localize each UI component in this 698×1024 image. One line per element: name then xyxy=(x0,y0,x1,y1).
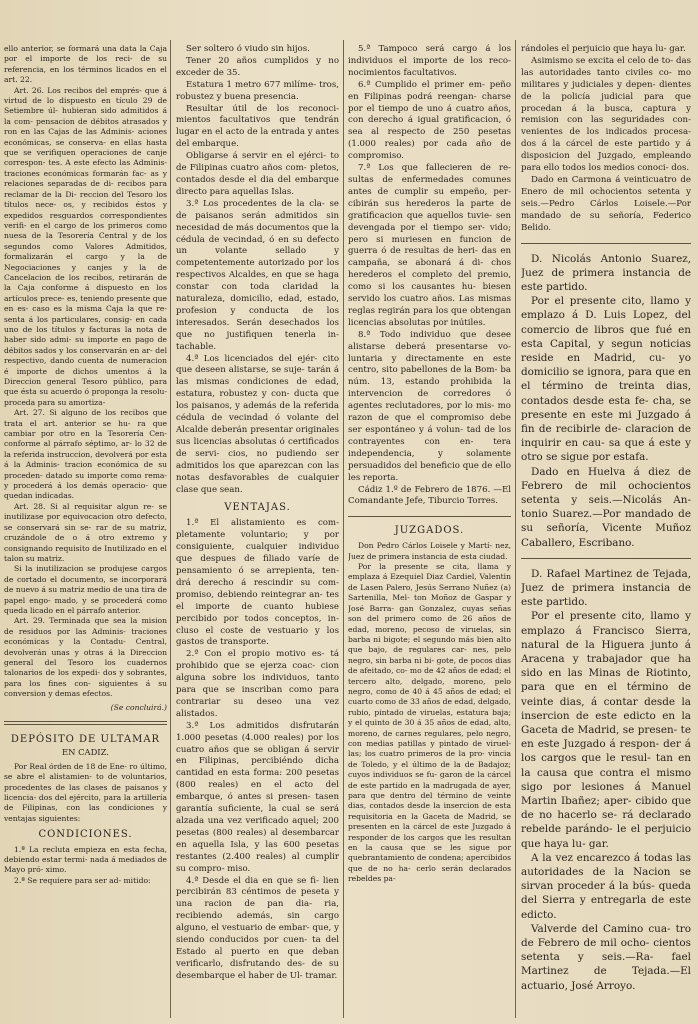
paragraph: Por el presente cito, llamo y emplazo á Francisco Sierra, natural de la Higuera junto á Aracena y trabajador que ha sido en las Minas de Riotinto, para que en el término de veinte dias, á contar desde la insercion de este edicto en la Gaceta de Madrid, se presen- te en este Juzgado á respon- der á los cargos que le resul- tan en la causa que contra el mismo sigo por lesiones á Manuel Martin Ibañez; aper- cibido que de no hacerlo se- rá declarado rebelde parándo- le el perjuicio que haya lu- gar. xyxy=(521,610,691,850)
signature: Dado en Huelva á diez de Febrero de mil ochocientos setenta y seis.—Nicolás An- tonio Suarez.—Por mandado de su señoría, Vicente Muñoz Caballero, Escribano. xyxy=(521,465,691,549)
paragraph: Asimismo se excita el celo de to- das las autoridades tanto civiles co- mo militares y judiciales y depen- dientes de la policía judicial para que procedan á la busca, captura y remision con las seguridades con- venientes de los indicados procesa- dos á la cárcel de este partido y á disposicion del Juzgado, empleando para ello todos los medios conoci- dos. xyxy=(521,55,691,174)
paragraph: Por Real órden de 18 de Ene- ro último, se abre el alistamien- to de voluntarios, procedentes de las clases de paisanos y licencia- dos del ejército, para la artillería de Filipinas, con las condiciones y ventajas siguientes: xyxy=(4,761,167,823)
condition-item: 2.ª Se requiere para ser ad- mitido: xyxy=(14,875,151,885)
section-divider xyxy=(521,243,691,244)
paragraph: 6.ª Cumplido el primer em- peño en Filipinas podrá reengan- charse por el tiempo de uno á cuatro años, con derecho á igual gratificacion, ó sea al respecto de 250 pesetas (1.000 reales) por cada año de compromiso. xyxy=(348,79,511,162)
paragraph: Obligarse á servir en el ejérci- to de Filipinas cuatro años com- pletos, contados desde el dia del embarque directo para aquellas Islas. xyxy=(176,151,339,197)
conditions-heading: CONDICIONES. xyxy=(38,829,133,841)
column-rule xyxy=(170,40,171,1018)
ventaja-item: 4.ª Desde el dia en que se fi- lien percibirán 83 céntimos de peseta y una racion de pan dia- ria, recibiendo además, sin cargo alguno, el vestuario de embar- que, y siendo conducidos por cuen- ta del Estado al puerto en que deban verificarlo, disfrutando des- de su desembarque el haber de Ul- tramar. xyxy=(176,875,339,981)
ventajas-heading: VENTAJAS. xyxy=(224,502,291,514)
ventaja-item: 1.ª El alistamiento es com- pletamente voluntario; y por consiguiente, cualquier individuo que despues de filiado varíe de pensamiento ó se arrepienta, ten- drá derecho á rescindir su com- promiso, debiendo reintegrar an- tes el importe de cuanto hubiese percibido por todos conceptos, in- cluso el coste de vestuario y los gastos de transporte. xyxy=(176,518,339,648)
paragraph: Por la presente se cita, llama y emplaza á Ezequiel Diaz Cardiel, Valentin de Lasen Palero, Jesús Serrano Nuñez (a) Sartenilla, Mel- ton Moñoz de Gaspar y José Barra- gan Gonzalez, cuyas señas son del primero como de 26 años de edad, moreno, pecoso de viruelas, sin barba ni bigote; el segundo más bien alto que bajo, de regulares car- nes, pelo negro, sin barba ni bi- gote, de pocos dias de afeitado, co- mo de 42 años de edad; el tercero alto, delgado, moreno, pelo negro, como de 40 á 45 años de edad; el cuarto como de 33 años de edad, delgado, rubio, pintado de viruelas, estatura baja; y el quinto de 30 á 35 años de edad, alto, moreno, de carnes regulares, pelo negro, con medias patillas y pintado de viruel- las; los cuatro primeros de la pro- vincia de Toledo, y el último de la de Badajoz; cuyos individuos se fu- garon de la cárcel de este partido en la madrugada de ayer, para que dentro del término de veinte dias, contados desde la insercion de esta requisitoria en la Gaceta de Madrid, se presenten en la cárcel de este Juzgado á responder de los cargos que les resultan en la causa que se les sigue por quebrantamiento de condena; apercibidos que de no ha- cerlo serán declarados rebeldes pa- xyxy=(348,562,511,884)
signature: Cádiz 1.º de Febrero de 1876. —El Comandante Jefe, Tiburcio Torres. xyxy=(348,484,511,507)
paragraph: Art. 29. Terminada que sea la mision de residuos por las Adminis- traciones económicas y la Contadu- Central, devolverán unas y otras á la Direccion general del Tesoro los cuadernos talonarios de los expedi- dos y sobrantes, para los fines con- siguientes á su conversion y demas efectos. xyxy=(4,616,167,699)
to-be-concluded: (Se concluirá.) xyxy=(110,702,167,712)
paragraph: Si la inutilizacion se produjese cargos de cortado el documento, se incorporará de nuevo á su matriz medio de una tira de papel engo- mado, y se procederá como queda licado en el párrafo anterior. xyxy=(4,564,167,615)
signature: Valverde del Camino cua- tro de Febrero de mil ocho- cientos setenta y seis.—Ra- fael Martinez de Tejada.—El actuario, José Arroyo. xyxy=(521,922,691,992)
paragraph: A la vez encarezco á todas las autoridades de la Nacion se sirvan proceder á la bús- queda del Sierra y entregarla de este edicto. xyxy=(521,851,691,921)
paragraph: 7.ª Los que fallecieren de re- sultas de enfermedades comunes antes de cumplir su empeño, per- cibirán sus herederos la parte de gratificacion que aquellos tuvie- sen devengada por el tiempo ser- vido; pero si muriesen en funcion de guerra ó de resultas de heri- das en campaña, se abonará á di- chos herederos el completo del premio, como si los causantes hu- biesen servido los cuatro años. Las mismas reglas regirán para los que obtengan licencias absolutas por inútiles. xyxy=(348,163,511,328)
condition-item: 1.ª La recluta empieza en esta fecha, debiendo estar termi- nada á mediados de Mayo pró- ximo. xyxy=(4,844,167,875)
paragraph: Ser soltero ó viudo sin hijos. xyxy=(186,44,310,54)
signature: Dado en Carmona á veinticuatro de Enero de mil ochocientos setenta y seis.—Pedro Cárlos Loisele.—Por mandado de su señoría, Federico Belido. xyxy=(521,174,691,233)
section-divider xyxy=(4,721,167,725)
ventaja-item: 2.ª Con el propio motivo es- tá prohibido que se ejerza coac- cion alguna sobre los individuos, tanto para que se inscriban como para contrariar su deseo una vez alistados. xyxy=(176,649,339,719)
paragraph: Tener 20 años cumplidos y no exceder de 35. xyxy=(176,55,339,78)
paragraph: 4.ª Los licenciados del ejér- cito que deseen alistarse, se suje- tarán á las mismas condiciones de edad, estatura, robustez y con- ducta que los paisanos, y además de la referida cédula de vecindad ó volante del Alcalde deberán presentar originales sus licencias absolutas ó certificados de servi- cios, no pudiendo ser admitidos los que aparezcan con las notas desfavorables de cualquier clase que sean. xyxy=(176,353,339,495)
paragraph: Resultar útil de los reconoci- mientos facultativos que tendrán lugar en el acto de la entrada y antes del embarque. xyxy=(176,103,339,150)
column-rule xyxy=(515,40,516,1018)
paragraph: 5.ª Tampoco será cargo á los individuos el importe de los reco- nocimientos facultativos. xyxy=(348,44,511,78)
column-4 xyxy=(521,44,691,1016)
paragraph: 8.ª Todo individuo que desee alistarse deberá presentarse vo- luntaria y directamente en este centro, sito pabellones de la Bom- ba núm. 13, estando prohibida la intervencion de corredores ó agentes reclutadores, por lo mis- mo razon de que el compromiso debe ser espontáneo y á volun- tad de los contrayentes con en- tera independencia, y solamente persuadidos del beneficio que de ello les reporta. xyxy=(348,329,511,483)
section-divider xyxy=(348,516,511,517)
paragraph: Por el presente cito, llamo y emplazo á D. Luis Lopez, del comercio de libros que fué en esta Capital, y segun noticias reside en Madrid, cu- yo domicilio se ignora, para que en el término de treinta dias, contados desde esta fe- cha, se presente en este mi Juzgado á fin de recibirle de- claracion de inquirir en cau- sa que á este y otro se sigue por estafa. xyxy=(521,295,691,464)
column-3 xyxy=(348,44,511,1016)
paragraph: 3.ª Los procedentes de la cla- se de paisanos serán admitidos sin necesidad de más documentos que la cédula de vecindad, ó en su defecto un volante sellado y competentemente autorizado por los respectivos Alcaldes, en que se haga constar con toda claridad la naturaleza, domicilio, edad, estado, profesion y conducta de los interesados. Serán desechados los que no justifiquen tenerla in- tachable. xyxy=(176,198,339,352)
paragraph: Estatura 1 metro 677 milíme- tros, robustez y buena presencia. xyxy=(176,79,339,102)
paragraph: Art. 27. Si alguno de los recibos que trata el art. anterior se hu- ra que cambiar por otro en la Tesorería Cen- conforme al párrafo séptimo, ar- lo 32 de la referida instruccion, devolverá por esta á la Adminis- tracion económica de su proceden- datado su importe como rema- y procederá á los demás operacio- que quedan indicadas. xyxy=(4,408,167,501)
section-divider xyxy=(521,558,691,559)
paragraph: Don Pedro Cárlos Loisele y Martí- nez, Juez de primera instancia de esta ciudad. xyxy=(348,541,511,561)
paragraph: rándoles el perjuicio que haya lu- gar. xyxy=(521,44,686,54)
ventaja-item: 3.ª Los admitidos disfrutarán 1.000 pesetas (4.000 reales) por los cuatro años que se obligan á servir en Filipinas, percibiéndo dicha cantidad en esta forma: 200 pesetas (800 reales) en el acto del embarque, ó antes si presen- tasen garantía suficiente, la cual se será alzada una vez verificado aquel; 200 pesetas (800 reales) al desembarcar en aquella Isla, y las 600 pesetas restantes (2.400 reales) al cumplir su compro- miso. xyxy=(176,720,339,874)
juzgados-heading: JUZGADOS. xyxy=(394,525,465,537)
edict-heading: D. Rafael Martinez de Tejada, Juez de primera instancia de este partido. xyxy=(521,567,691,609)
column-1 xyxy=(4,44,167,1016)
paragraph: Art. 28. Si al requisitar algun re- se inutilizase por equivocacion otro defecto, se conservará sin se- rar de su matriz, cruzándole de o á otro extremo y consignando requisito de Inutilizado en el talon su matriz. xyxy=(4,501,167,563)
paragraph: ello anterior, se formará una data la Caja por el importe de los reci- de su referencia, en los términos licados en el art. 22. xyxy=(4,44,167,85)
section-subtitle: EN CADIZ. xyxy=(62,747,109,758)
column-2 xyxy=(176,44,339,1016)
column-rule xyxy=(343,40,344,1018)
edict-heading: D. Nicolás Antonio Suarez, Juez de primera instancia de este partido. xyxy=(521,252,691,293)
section-title: DEPÓSITO DE ULTAMAR xyxy=(10,734,161,745)
paragraph: Art. 26. Los recibos del emprés- que á virtud de lo dispuesto en tículo 29 de Setiembre úl- hubieran sido admitidos á la com- pensacion de débitos atrasados y ron en las Cajas de las Adminis- aciones económicas, se conserva- en ellas hasta que se verifiquen operaciones de canje correspon- tes. A este efecto las Adminis- traciones económicas formarán fac- as y relaciones separadas de di- recibos para reclamar de la Di- reccion del Tesoro los títulos nece- os, y recibidos éstos y expedidos resguardos correspondientes verifi- en el cargo de los primeros como nuesa de la Tesorería Central y de los segundos como Valores Admitidos, formalizarán el cargo y la de Negociaciones y canjes y la de Cancelacion de los recibos, retirarán de la Caja conforme á dispuesto en los artículos prece- es, teniendo presente que en es- caso es la misma Caja la que re- senta á los particulares, consig- en cada uno de los títulos y facturas la nota de haber sido admi- su importe en pago de débitos sados y los conservarán en ar- del respectivo, dando cuenta de numeracion é importe de dichos umentos á la Direccion general Tesoro público, para que ésta su acuerdo ó proponga la resolu- proceda para su amortiza- xyxy=(4,85,167,407)
